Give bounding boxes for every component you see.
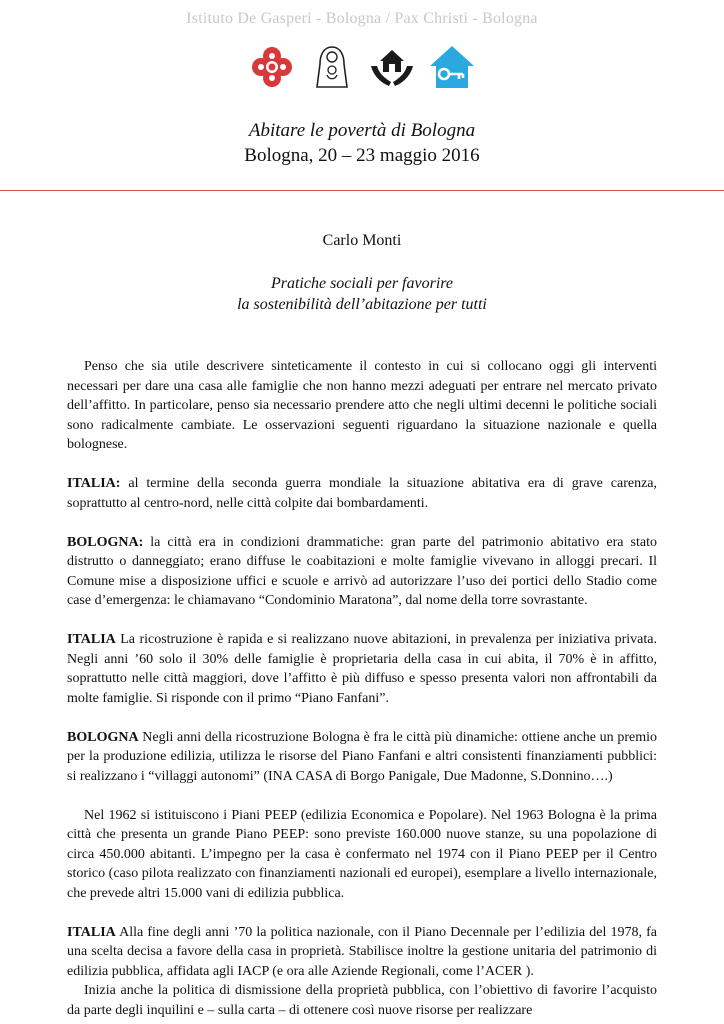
madonna-child-icon [309,44,355,90]
flower-emblem-icon [249,44,295,90]
house-key-icon [429,44,475,90]
hands-house-icon [369,44,415,90]
paragraph-intro: Penso che sia utile descrivere sinteticamente il contesto in cui si collocano oggi gli interventi necessari per dare una casa alle famiglie che non hanno mezzi adeguati per entrare nel mercato privato dell’affitto. In particolare, penso sia necessario prendere atto che negli ultimi decenni le politiche sociali sono radicalmente cambiate. Le osservazioni seguenti riguardano la situazione nazionale e quella bolognese. [67,359,657,452]
paragraph-text: la città era in condizioni drammatiche: gran parte del patrimonio abitativo era stato distrutto o danneggiato; erano diffuse le coabitazioni e molte famiglie vivevano in alloggi precari. Il Comune mise a disposizione uffici e scuole e arrivò ad autorizzare l’uso dei portici dello Stadio come case d’emergenza: le chiamavano “Condominio Maratona”, dal nome della torre sovrastante. [67,534,657,608]
talk-title [0,273,724,315]
paragraph-bologna-2 [67,728,657,787]
talk-title-line-1: Pratiche sociali per favorire [270,275,454,292]
paragraph-bologna-1 [67,533,657,611]
talk-title-line-2: la sostenibilità dell’abitazione per tutti [237,296,487,313]
logo-row [0,44,724,90]
paragraph-text: al termine della seconda guerra mondiale la situazione abitativa era di grave carenza, soprattutto al centro-nord, nelle città colpite dai bombardamenti. [67,476,657,511]
paragraph-dismissione: Inizia anche la politica di dismissione della proprietà pubblica, con l’obiettivo di favorire l’acquisto da parte degli inquilini e – sulla carta – di ottenere così nuove risorse per realizzare [67,983,657,1018]
paragraph-italia-2 [67,630,657,708]
institutes-header: Istituto De Gasperi - Bologna / Pax Christi - Bologna [186,10,538,27]
section-label: ITALIA [67,632,116,647]
paragraph-peep: Nel 1962 si istituiscono i Piani PEEP (edilizia Economica e Popolare). Nel 1963 Bologna è la prima città che presenta un grande Piano PEEP: sono previste 160.000 nuove stanze, su una popolazione di circa 450.000 abitanti. L’impegno per la casa è confermato nel 1974 con il Piano PEEP per il Centro storico (caso pilota realizzato con finanziamenti nazionali ed europei), esemplare a livello internazionale, che prevede altri 15.000 vani di edilizia pubblica. [67,807,657,901]
paragraph-text: Alla fine degli anni ’70 la politica nazionale, con il Piano Decennale per l’edilizia del 1978, fa una scelta decisa a favore della casa in proprietà. Stabilisce inoltre la gestione unitaria del patrimonio di edilizia pubblica, affidata agli IACP (e ora alle Aziende Regionali, come l’ACER ). [67,924,657,979]
section-label: ITALIA: [67,476,121,491]
conference-date: Bologna, 20 – 23 maggio 2016 [244,145,480,166]
section-label: BOLOGNA [67,729,139,745]
paragraph-text: Negli anni della ricostruzione Bologna è fra le città più dinamiche: ottiene anche un premio per la produzione edilizia, utilizza le risorse del Piano Fanfani e altri consistenti finanziamenti pubblici: si realizzano i “villaggi autonomi” (INA CASA di Borgo Panigale, Due Madonne, S.Donnino….) [67,729,657,784]
paragraph-italia-1 [67,474,657,513]
article-body [67,357,657,1020]
conference-title: Abitare le povertà di Bologna [248,120,476,141]
paragraph-italia-3 [67,923,657,982]
paragraph-text: La ricostruzione è rapida e si realizzano nuove abitazioni, in prevalenza per iniziativa privata. Negli anni ’60 solo il 30% delle famiglie è proprietaria della casa in cui abita, il 70% è in affitto, soprattutto nelle città maggiori, dove l’affitto è più diffuso e spesso presenta valori non affrontabili da molte famiglie. Si risponde con il primo “Piano Fanfani”. [67,632,657,706]
header-divider [0,190,724,191]
section-label: ITALIA [67,924,116,940]
section-label: BOLOGNA: [67,534,144,550]
author-name: Carlo Monti [322,232,402,249]
